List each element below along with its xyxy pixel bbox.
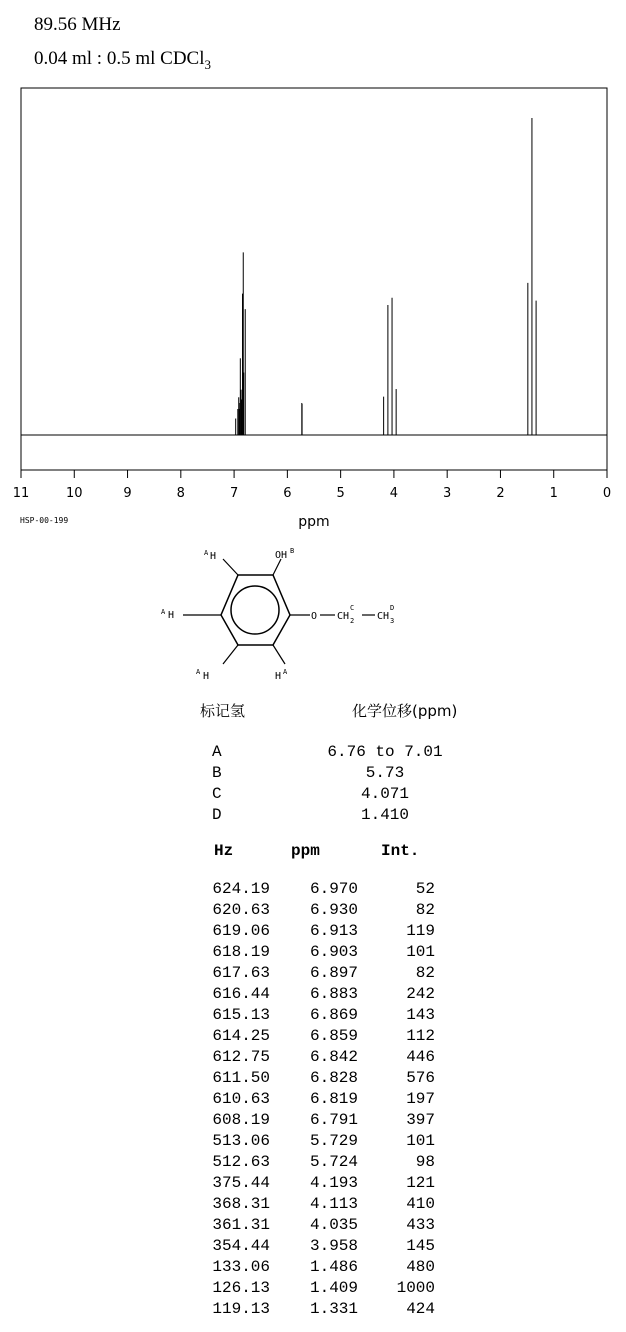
peak-int: 112 bbox=[406, 1027, 435, 1045]
header-hz: Hz bbox=[214, 842, 234, 860]
peak-row bbox=[0, 985, 626, 1006]
x-tick-label: 5 bbox=[336, 486, 345, 501]
peak-int: 143 bbox=[406, 1006, 435, 1024]
peak-row bbox=[0, 1069, 626, 1090]
bond-h-bottom-left bbox=[223, 645, 238, 664]
spectrum-code: HSP-00-199 bbox=[20, 516, 69, 525]
peak-ppm: 6.842 bbox=[309, 1048, 358, 1066]
shift-label: A bbox=[212, 743, 222, 761]
peak-int: 480 bbox=[406, 1258, 435, 1276]
x-tick-label: 4 bbox=[389, 486, 399, 501]
peak-row bbox=[0, 1258, 626, 1279]
peak-int: 82 bbox=[415, 964, 435, 982]
shift-value: 6.76 to 7.01 bbox=[327, 743, 443, 761]
peak-int: 101 bbox=[406, 943, 435, 961]
x-tick-label: 1 bbox=[549, 486, 558, 501]
peak-row bbox=[0, 1300, 626, 1321]
peak-hz: 512.63 bbox=[212, 1153, 270, 1171]
peak-ppm: 1.486 bbox=[309, 1258, 358, 1276]
peak-ppm: 5.724 bbox=[309, 1153, 358, 1171]
shift-row bbox=[210, 743, 470, 764]
peak-ppm: 6.930 bbox=[309, 901, 358, 919]
peak-row bbox=[0, 964, 626, 985]
peak-int: 576 bbox=[406, 1069, 435, 1087]
peak-hz: 619.06 bbox=[212, 922, 270, 940]
peak-int: 82 bbox=[415, 901, 435, 919]
shift-row bbox=[210, 764, 470, 785]
sample-description bbox=[34, 48, 211, 73]
peak-int: 52 bbox=[415, 880, 435, 898]
bond-oh bbox=[273, 559, 281, 575]
h-left: H bbox=[168, 610, 175, 621]
oxygen-label: O bbox=[311, 611, 318, 622]
x-tick-label: 11 bbox=[12, 486, 30, 501]
peak-ppm: 4.193 bbox=[309, 1174, 358, 1192]
peak-hz: 618.19 bbox=[212, 943, 270, 961]
peak-ppm: 6.903 bbox=[309, 943, 358, 961]
x-axis bbox=[13, 470, 611, 501]
peak-ppm: 6.819 bbox=[309, 1090, 358, 1108]
peak-ppm: 6.970 bbox=[309, 880, 358, 898]
peak-ppm: 5.729 bbox=[309, 1132, 358, 1150]
peak-hz: 620.63 bbox=[212, 901, 270, 919]
shift-value: 1.410 bbox=[360, 806, 409, 824]
peak-int: 397 bbox=[406, 1111, 435, 1129]
x-axis-label: ppm bbox=[298, 514, 330, 530]
shift-label: D bbox=[212, 806, 222, 824]
peak-table bbox=[0, 880, 626, 1321]
ch3-sup: D bbox=[390, 604, 395, 612]
peak-row bbox=[0, 1279, 626, 1300]
shift-value: 5.73 bbox=[365, 764, 405, 782]
peak-ppm: 4.035 bbox=[309, 1216, 358, 1234]
peak-int: 145 bbox=[406, 1237, 435, 1255]
oh-label: OH bbox=[275, 550, 288, 561]
ch3-sub: 3 bbox=[390, 617, 395, 625]
peak-ppm: 6.913 bbox=[309, 922, 358, 940]
aromatic-circle bbox=[231, 586, 279, 634]
peak-row bbox=[0, 1216, 626, 1237]
shift-table bbox=[210, 743, 470, 827]
peak-int: 98 bbox=[415, 1153, 435, 1171]
sample-text: 0.04 ml : 0.5 ml CDCl bbox=[34, 48, 205, 69]
x-tick-label: 6 bbox=[283, 486, 292, 501]
header-int: Int. bbox=[381, 842, 420, 860]
x-tick-label: 3 bbox=[443, 486, 452, 501]
molecule-structure bbox=[150, 540, 470, 690]
peak-ppm: 6.791 bbox=[309, 1111, 358, 1129]
peak-hz: 354.44 bbox=[212, 1237, 270, 1255]
peak-hz: 624.19 bbox=[212, 880, 270, 898]
x-tick-label: 2 bbox=[496, 486, 505, 501]
peak-row bbox=[0, 1195, 626, 1216]
ch3-label: CH bbox=[377, 611, 390, 622]
peak-row bbox=[0, 1237, 626, 1258]
peak-int: 101 bbox=[406, 1132, 435, 1150]
peak-ppm: 1.331 bbox=[309, 1300, 358, 1318]
peak-int: 433 bbox=[406, 1216, 435, 1234]
peak-row bbox=[0, 880, 626, 901]
ch2-sub: 2 bbox=[350, 617, 355, 625]
h-br: H bbox=[275, 671, 282, 682]
peak-hz: 616.44 bbox=[212, 985, 270, 1003]
shift-value: 4.071 bbox=[360, 785, 409, 803]
peak-row bbox=[0, 1090, 626, 1111]
peak-hz: 368.31 bbox=[212, 1195, 270, 1213]
peak-hz: 614.25 bbox=[212, 1027, 270, 1045]
nmr-spectrum-chart bbox=[0, 80, 626, 540]
peak-row bbox=[0, 1006, 626, 1027]
h-bl: H bbox=[203, 671, 210, 682]
header-ppm: ppm bbox=[291, 842, 320, 860]
peak-row bbox=[0, 1174, 626, 1195]
x-tick-label: 8 bbox=[176, 486, 185, 501]
ch2-label: CH bbox=[337, 611, 350, 622]
peak-ppm: 6.883 bbox=[309, 985, 358, 1003]
peak-row bbox=[0, 1111, 626, 1132]
peak-row bbox=[0, 1153, 626, 1174]
sample-subscript: 3 bbox=[204, 56, 211, 72]
x-tick-label: 0 bbox=[602, 486, 612, 501]
col-shift-header: 化学位移(ppm) bbox=[352, 702, 458, 720]
peak-ppm: 6.869 bbox=[309, 1006, 358, 1024]
h-bl-sup: A bbox=[196, 668, 201, 676]
peak-hz: 617.63 bbox=[212, 964, 270, 982]
shift-row bbox=[210, 806, 470, 827]
shift-label: C bbox=[212, 785, 222, 803]
bond-h-bottom-right bbox=[273, 645, 285, 664]
h-top-sup: A bbox=[204, 549, 209, 557]
peak-ppm: 6.828 bbox=[309, 1069, 358, 1087]
peak-row bbox=[0, 943, 626, 964]
x-tick-label: 7 bbox=[229, 486, 239, 501]
h-left-sup: A bbox=[161, 608, 166, 616]
peak-hz: 133.06 bbox=[212, 1258, 270, 1276]
peak-hz: 375.44 bbox=[212, 1174, 270, 1192]
h-br-sup: A bbox=[283, 668, 288, 676]
peak-hz: 119.13 bbox=[212, 1300, 270, 1318]
h-top: H bbox=[210, 551, 217, 562]
oh-sup: B bbox=[290, 547, 295, 555]
plot-frame bbox=[21, 88, 607, 470]
peak-hz: 608.19 bbox=[212, 1111, 270, 1129]
peak-hz: 611.50 bbox=[212, 1069, 270, 1087]
peak-row bbox=[0, 922, 626, 943]
peak-hz: 361.31 bbox=[212, 1216, 270, 1234]
peak-group bbox=[236, 118, 536, 435]
ch2-sup: C bbox=[350, 604, 355, 612]
peak-int: 410 bbox=[406, 1195, 435, 1213]
x-tick-label: 10 bbox=[65, 486, 83, 501]
peak-row bbox=[0, 1132, 626, 1153]
peak-hz: 610.63 bbox=[212, 1090, 270, 1108]
peak-int: 197 bbox=[406, 1090, 435, 1108]
shift-row bbox=[210, 785, 470, 806]
peak-int: 121 bbox=[406, 1174, 435, 1192]
peak-row bbox=[0, 1027, 626, 1048]
x-tick-label: 9 bbox=[123, 486, 132, 501]
peak-int: 424 bbox=[406, 1300, 435, 1318]
peak-ppm: 1.409 bbox=[309, 1279, 358, 1297]
peak-ppm: 3.958 bbox=[309, 1237, 358, 1255]
peak-ppm: 4.113 bbox=[309, 1195, 358, 1213]
peak-hz: 513.06 bbox=[212, 1132, 270, 1150]
peak-int: 1000 bbox=[396, 1279, 435, 1297]
peak-int: 446 bbox=[406, 1048, 435, 1066]
peak-hz: 615.13 bbox=[212, 1006, 270, 1024]
peak-int: 119 bbox=[406, 922, 435, 940]
peak-row bbox=[0, 1048, 626, 1069]
col-label-header: 标记氢 bbox=[200, 702, 246, 720]
peak-hz: 612.75 bbox=[212, 1048, 270, 1066]
peak-ppm: 6.897 bbox=[309, 964, 358, 982]
peak-ppm: 6.859 bbox=[309, 1027, 358, 1045]
peak-hz: 126.13 bbox=[212, 1279, 270, 1297]
shift-label: B bbox=[212, 764, 222, 782]
peak-int: 242 bbox=[406, 985, 435, 1003]
spectrometer-frequency: 89.56 MHz bbox=[34, 14, 121, 35]
peak-row bbox=[0, 901, 626, 922]
bond-h-top bbox=[223, 559, 238, 575]
